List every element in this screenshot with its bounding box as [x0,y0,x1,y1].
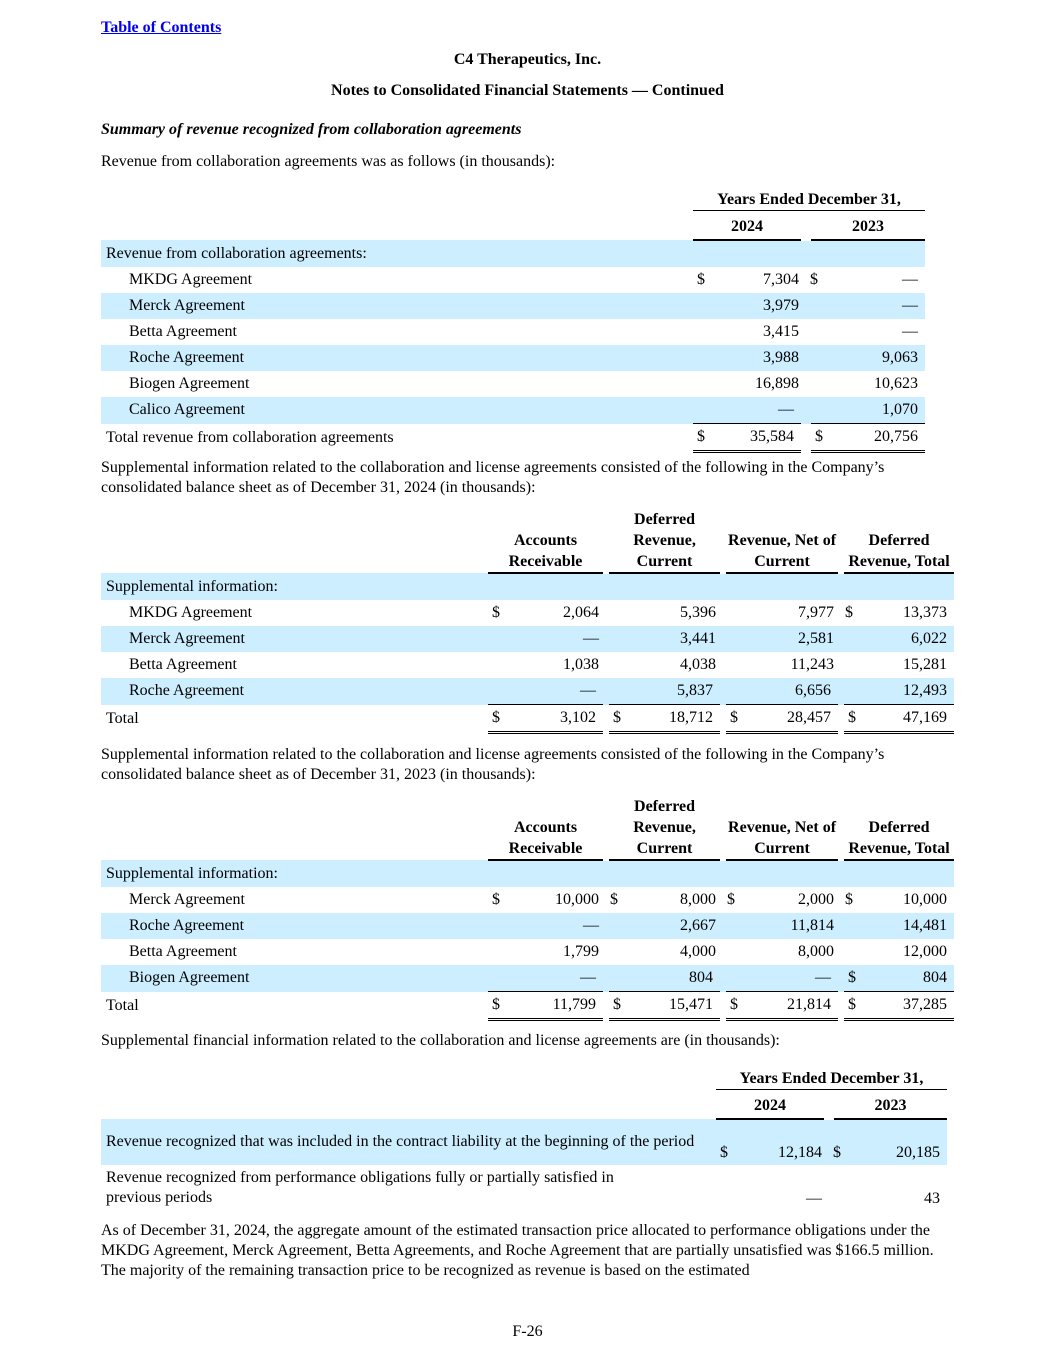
period-header: Years Ended December 31, [716,1068,947,1090]
col-deferred-revenue-current: Deferred Revenue, Current [606,796,723,860]
table-row: Betta Agreement 1,799 4,000 8,000 12,000 [129,943,948,960]
revenue-table [101,187,925,453]
table-row: Revenue recognized that was included in the contract liability at the beginning of the period $ 12,184 $ 20,185 [101,1119,947,1165]
page-number: F-26 [512,1323,543,1340]
col-deferred-revenue-total: Deferred Revenue, Total [841,509,954,573]
col-2024: 2024 [716,1092,829,1119]
supp-2024-intro-text: Supplemental information related to the collaboration and license agreements consisted of the following in the Company’s consolidated balance sheet as of December 31, 2024 (in thousands): [101,459,885,496]
supp-2023-table [101,796,954,1021]
col-accounts-receivable: Accounts Receivable [488,509,606,573]
col-revenue-net-of-current: Revenue, Net of Current [723,509,841,573]
table-row: MKDG Agreement $ 7,304 $ — [129,271,918,288]
table-row: Roche Agreement — 2,667 11,814 14,481 [101,913,954,939]
col-2024: 2024 [693,213,806,240]
section-title: Summary of revenue recognized from collaboration agreements [101,121,522,138]
table-row: Merck Agreement $ 10,000 $ 8,000 $ 2,000 $ 10,000 [129,891,948,908]
table-row: Betta Agreement 3,415 — [129,323,918,340]
supp-2023-intro-text: Supplemental information related to the collaboration and license agreements consisted of the following in the Company’s consolidated balance sheet as of December 31, 2023 (in thousands): [101,746,885,783]
revenue-section-label: Revenue from collaboration agreements: [101,240,925,267]
closing-paragraph: As of December 31, 2024, the aggregate amount of the estimated transaction price allocated to performance obligations under the MKDG Agreement, Merck Agreement, Betta Agreements, and Roche Agreement that are partially unsatisfied was $166.5 million. The majority of the remaining transaction price to be recognized as revenue is based on the estimated [101,1222,934,1279]
fin-info-table [101,1066,947,1211]
table-of-contents-link[interactable]: Table of Contents [101,19,222,36]
supp-2024-table [101,509,954,734]
page-title: Notes to Consolidated Financial Statements — Continued [331,82,724,99]
table-row: Merck Agreement 3,979 — [101,293,925,319]
total-row: Total $ 11,799 $ 15,471 $ 21,814 $ 37,285 [101,992,954,1020]
table-row: Biogen Agreement — 804 — $ 804 [101,965,954,992]
table-row: MKDG Agreement $ 2,064 5,396 7,977 $ 13,373 [129,604,948,621]
table-row: Merck Agreement — 3,441 2,581 6,022 [101,626,954,652]
col-accounts-receivable: Accounts Receivable [488,796,606,860]
table-row: Roche Agreement 3,988 9,063 [101,345,925,371]
supp-section-label: Supplemental information: [101,573,954,600]
table-row: Revenue recognized from performance obligations fully or partially satisfied in previous periods — 43 [106,1169,940,1207]
table-row: Calico Agreement — 1,070 [101,397,925,424]
supp-section-label: Supplemental information: [101,860,954,887]
col-deferred-revenue-current: Deferred Revenue, Current [606,509,723,573]
total-row: Total $ 3,102 $ 18,712 $ 28,457 $ 47,169 [101,705,954,733]
table-row: Roche Agreement — 5,837 6,656 12,493 [101,678,954,705]
col-revenue-net-of-current: Revenue, Net of Current [723,796,841,860]
col-2023: 2023 [806,213,925,240]
period-header: Years Ended December 31, [693,189,925,211]
revenue-intro-text: Revenue from collaboration agreements was as follows (in thousands): [101,153,556,170]
fin-intro-text: Supplemental financial information related to the collaboration and license agreements are (in thousands): [101,1032,780,1049]
company-name: C4 Therapeutics, Inc. [453,51,602,68]
table-row: Betta Agreement 1,038 4,038 11,243 15,281 [129,656,948,673]
total-row: Total revenue from collaboration agreements $ 35,584 $ 20,756 [101,424,925,452]
col-2023: 2023 [829,1092,947,1119]
table-row: Biogen Agreement 16,898 10,623 [129,375,918,392]
col-deferred-revenue-total: Deferred Revenue, Total [841,796,954,860]
